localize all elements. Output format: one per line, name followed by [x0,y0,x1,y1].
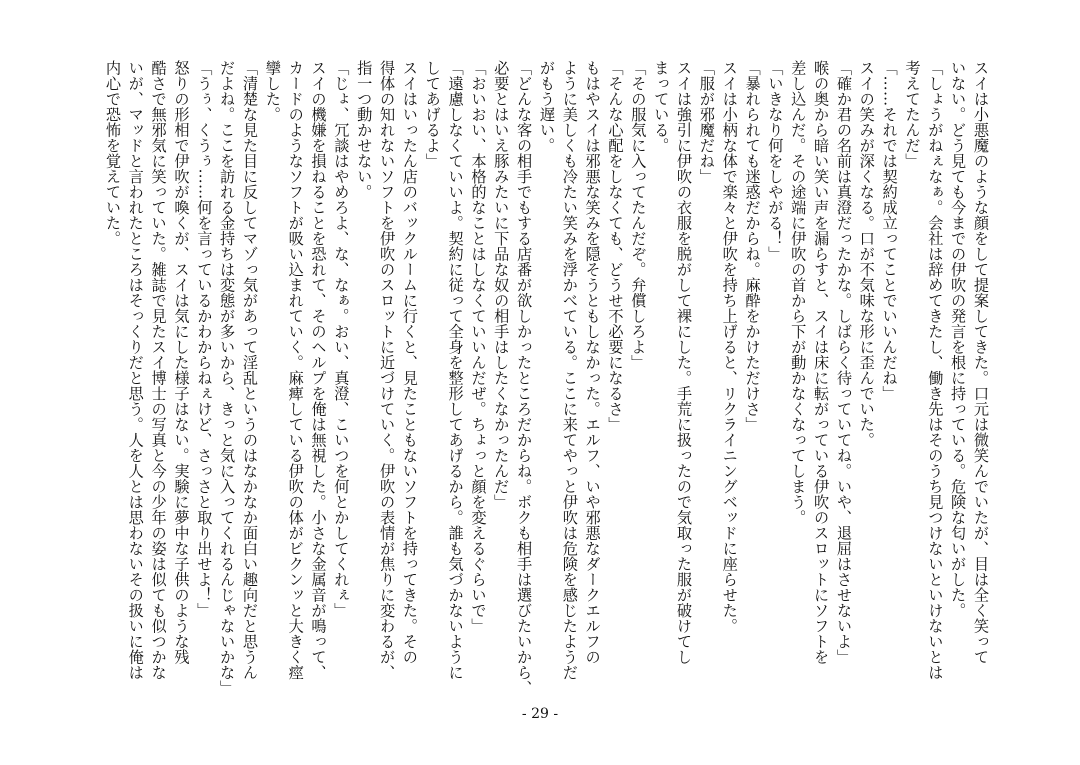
text-line: スイの笑みが深くなる。口が不気味な形に歪んでいた。 [857,60,876,448]
text-line: だよね。ここを訪れる金持ちは変態が多いから、きっと気に入ってくれるんじゃないかな」 [218,60,237,696]
text-line: 得体の知れないソフトを伊吹のスロットに近づけていく。伊吹の表情が焦りに変わるが、 [378,60,397,680]
text-line: 怒りの形相で伊吹が喚くが、スイは気にした様子はない。実験に夢中な子供のような残 [172,60,191,665]
text-line: 酷さで無邪気に笑っていた。雑誌で見たスイ博士の写真と今の少年の姿は似ても似つかな [149,60,168,680]
text-line: 「……それでは契約成立ってことでいいんだね」 [880,60,899,401]
text-line: カードのようなソフトが吸い込まれていく。麻痺している伊吹の体がビクンッと大きく痙 [286,60,305,680]
text-line: 差し込んだ。その途端に伊吹の首から下が動かなくなってしまう。 [789,60,808,525]
text-line: スイは強引に伊吹の衣服を脱がして裸にした。手荒に扱ったので気取った服が破けてし [675,60,694,665]
text-line: スイの機嫌を損ねることを恐れて、そのヘルプを俺は無視した。小さな金属音が鳴って、 [309,60,328,680]
text-line: 「清楚な見た目に反してマゾっ気があって淫乱というのはなかなか面白い趣向だと思うん [241,60,259,680]
vertical-text-block [101,60,992,700]
text-line: 「しょうがねぇなぁ。会社は辞めてきたし、働き先はそのうち見つけないといけないとは [926,60,945,680]
text-line: 「暴れられても迷惑だからね。麻酔をかけただけさ」 [743,60,762,432]
text-line: してあげるよ」 [423,60,442,169]
text-line: 「そんな心配をしなくても、どうせ不必要になるさ」 [606,60,625,432]
text-line: いが、マッドと言われたところはそっくりだと思う。人を人とは思わないその扱いに俺は [126,60,145,680]
text-line: がもう遅い。 [537,60,556,153]
text-line: スイはいったん店のバックルームに行くと、見たこともないソフトを持ってきた。その [400,60,419,665]
text-line: まっている。 [652,60,671,153]
text-line: 「確か君の名前は真澄だったかな。しばらく待っていてね。いや、退屈はさせないよ」 [834,60,853,665]
text-line: 「じょ、冗談はやめろよ、な、なぁ。おい、真澄、こいつを何とかしてくれぇ」 [332,60,351,618]
text-line: 「どんな客の相手でもする店番が欲しかったところだからね。ボクも相手は選びたいから、 [515,60,534,696]
text-line: 必要とはいえ豚みたいに下品な奴の相手はしたくなかったんだ」 [492,60,511,510]
text-line: 「おいおい、本格的なことはしなくていいんだぜ。ちょっと顔を変えるぐらいで」 [469,60,488,634]
text-line: 指一つ動かせない。 [355,60,374,200]
text-line: 「服が邪魔だね」 [697,60,716,184]
text-line: 「その服気に入ってたんだぞ。弁償しろよ」 [629,60,648,370]
text-line: スイは小悪魔のような顔をして提案してきた。口元は微笑んでいたが、目は全く笑って [972,60,990,665]
text-line: スイは小柄な体で楽々と伊吹を持ち上げると、リクライニングベッドに座らせた。 [720,60,739,634]
page-number: - 29 - [521,706,559,722]
text-line: 攣した。 [263,60,282,122]
text-line: 喉の奥から暗い笑い声を漏らすと、スイは床に転がっている伊吹のスロットにソフトを [812,60,831,665]
text-line: いない。どう見ても今までの伊吹の発言を根に持っている。危険な匂いがした。 [949,60,968,618]
text-line: ように美しくも冷たい笑みを浮かべている。ここに来てやっと伊吹は危険を感じたようだ [560,60,579,680]
text-line: 「いきなり何をしやがる！」 [766,60,785,262]
text-line: 考えてたんだ」 [903,60,922,169]
text-line: 「遠慮しなくていいよ。契約に従って全身を整形してあげるから。誰も気づかないように [446,60,465,680]
text-line: もはやスイは邪悪な笑みを隠そうともしなかった。エルフ、いや邪悪なダークエルフの [583,60,602,665]
text-line: 内心で恐怖を覚えていた。 [103,60,122,246]
text-line: 「うぅ、くうぅ……何を言っているかわからねぇけど、さっさと取り出せよ！」 [195,60,214,618]
